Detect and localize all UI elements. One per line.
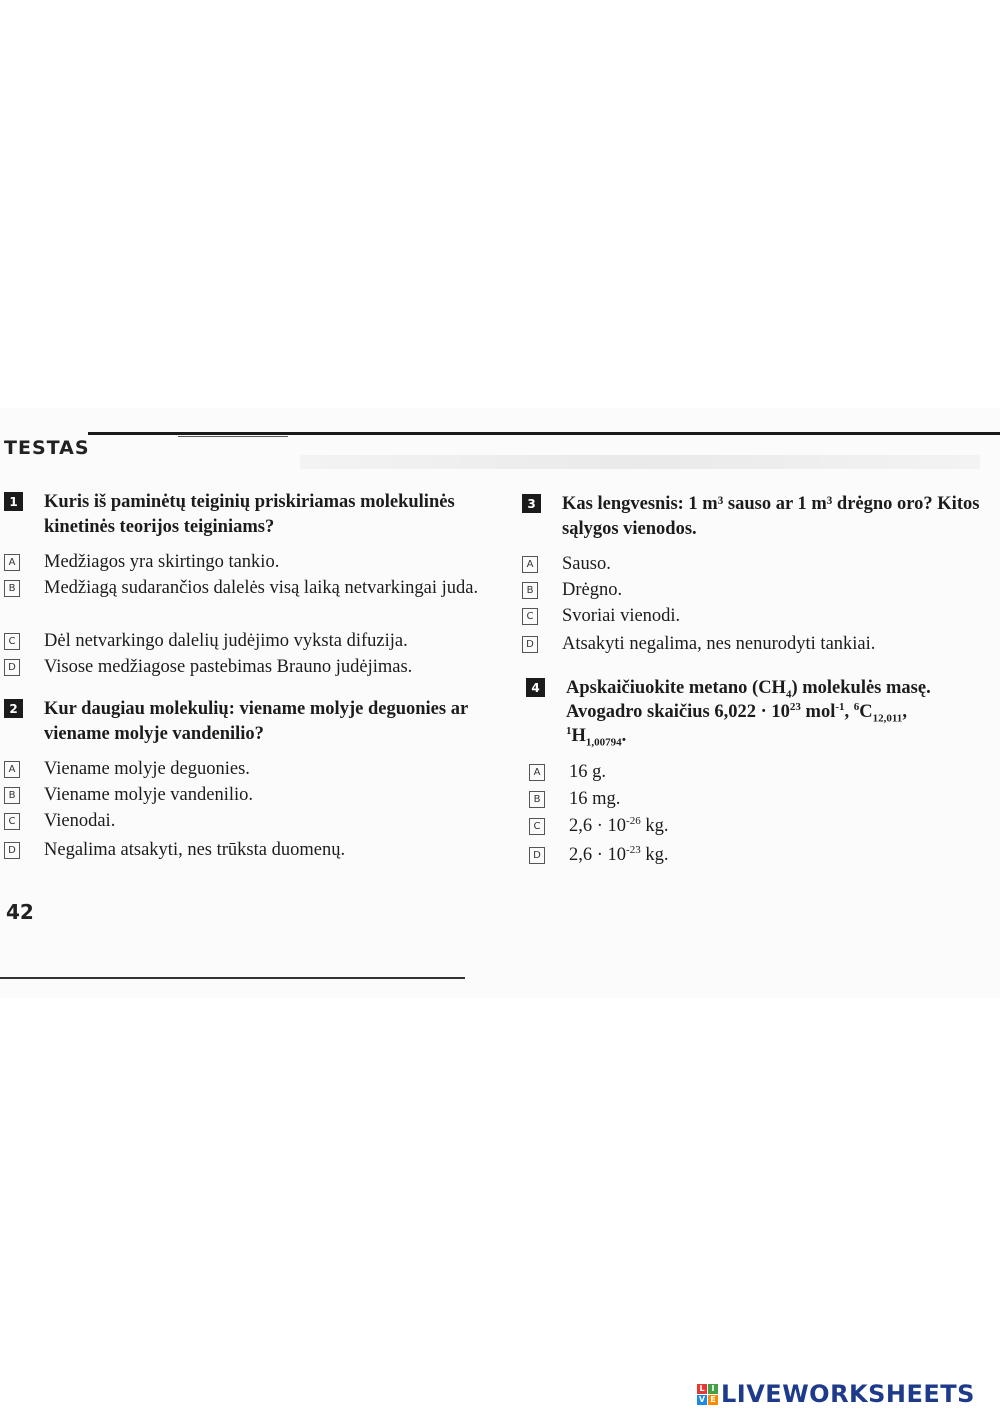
question-text bbox=[566, 676, 996, 748]
logo-grid-cell: E bbox=[708, 1395, 718, 1405]
option-letter-box: A bbox=[522, 556, 538, 573]
question-line-2: Avogadro skaičius $6,022 \cdot 10^{23}$ mol$^{-1}$, $^6C_{12,011}$, bbox=[566, 700, 907, 725]
option-text: 16 g. bbox=[569, 762, 606, 782]
logo-grid-icon bbox=[697, 1384, 718, 1405]
bleed-through-band bbox=[300, 455, 980, 469]
liveworksheets-logo bbox=[697, 1379, 975, 1409]
header-rule bbox=[88, 432, 1000, 435]
option-text: Medžiagos yra skirtingo tankio. bbox=[44, 552, 280, 572]
option-text: Sauso. bbox=[562, 554, 611, 574]
option-letter-box: B bbox=[522, 582, 538, 599]
option-letter-box: D bbox=[529, 847, 545, 864]
option-text: Vienodai. bbox=[44, 811, 116, 831]
option-text: Visose medžiagose pastebimas Brauno judėjimas. bbox=[44, 657, 413, 677]
option-text: Viename molyje vandenilio. bbox=[44, 785, 254, 805]
option-letter-box: D bbox=[4, 659, 20, 676]
option-text: Drėgno. bbox=[562, 580, 623, 600]
option-letter-box: D bbox=[522, 636, 538, 653]
option-letter-box: D bbox=[4, 842, 20, 859]
footer-rule bbox=[0, 977, 465, 979]
option-letter-box: B bbox=[4, 580, 20, 597]
logo-grid-cell: L bbox=[697, 1384, 707, 1394]
option-text: Negalima atsakyti, nes trūksta duomenų. bbox=[44, 840, 346, 860]
option-text: Medžiagą sudarančios dalelės visą laiką netvarkingai juda. bbox=[44, 578, 479, 598]
option-text: Atsakyti negalima, nes nenurodyti tankiai. bbox=[562, 634, 876, 654]
section-heading: TESTAS bbox=[4, 437, 90, 459]
question-number-badge: 1 bbox=[4, 492, 23, 511]
option-letter-box: B bbox=[4, 787, 20, 804]
logo-wordmark: LIVEWORKSHEETS bbox=[721, 1380, 975, 1408]
option-letter-box: C bbox=[522, 608, 538, 625]
logo-grid-cell: V bbox=[698, 1394, 706, 1404]
option-text: $2,6 \cdot 10^{-26}$ kg. bbox=[569, 814, 669, 836]
option-letter-box: B bbox=[529, 791, 545, 808]
option-text: Dėl netvarkingo dalelių judėjimo vyksta difuzija. bbox=[44, 631, 408, 651]
option-text: Svoriai vienodi. bbox=[562, 606, 681, 626]
header-rule-secondary bbox=[178, 436, 288, 437]
option-letter-box: A bbox=[529, 764, 545, 781]
option-letter-box: C bbox=[4, 633, 20, 650]
question-number-badge: 4 bbox=[526, 678, 545, 697]
option-letter-box: A bbox=[4, 554, 20, 571]
option-text: 16 mg. bbox=[569, 789, 621, 809]
logo-grid-cell: I bbox=[708, 1384, 718, 1394]
question-number-badge: 2 bbox=[4, 699, 23, 718]
question-line-1: Apskaičiuokite metano $(CH_4)$ molekulės masę. bbox=[566, 678, 931, 701]
question-text: Kur daugiau molekulių: viename molyje deguonies ar viename molyje vandenilio? bbox=[44, 699, 468, 744]
option-text: $2,6 \cdot 10^{-23}$ kg. bbox=[569, 843, 669, 865]
option-letter-box: A bbox=[4, 761, 20, 778]
question-number-badge: 3 bbox=[522, 494, 541, 513]
page-number: 42 bbox=[6, 900, 34, 924]
option-text: Viename molyje deguonies. bbox=[44, 759, 250, 779]
question-line-3: $^1H_{1,00794}$. bbox=[566, 724, 627, 749]
question-text: Kas lengvesnis: 1 m³ sauso ar 1 m³ drėgno oro? Kitos sąlygos vienodos. bbox=[562, 494, 980, 539]
option-letter-box: C bbox=[4, 813, 20, 830]
option-letter-box: C bbox=[529, 818, 545, 835]
question-text: Kuris iš paminėtų teiginių priskiriamas molekulinės kinetinės teorijos teiginiams? bbox=[44, 492, 455, 537]
